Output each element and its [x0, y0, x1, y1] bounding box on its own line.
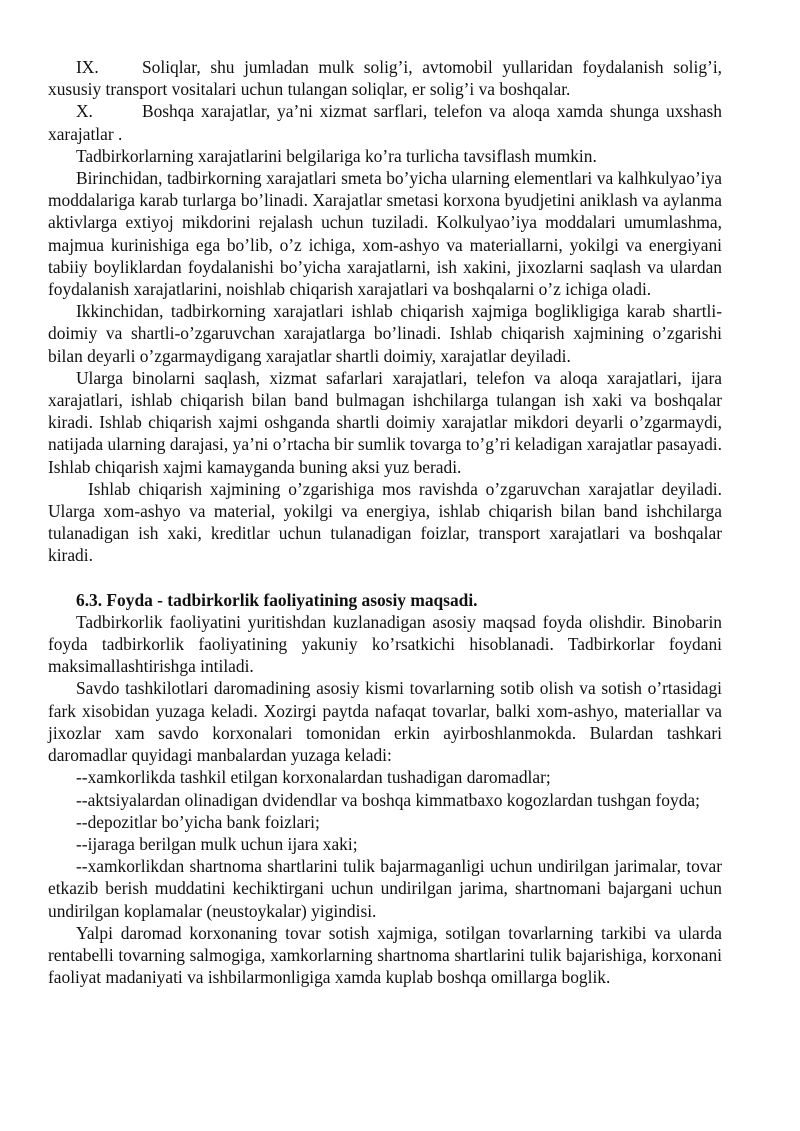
body-paragraph: Ishlab chiqarish xajmining o’zgarishiga mos ravishda o’zgaruvchan xarajatlar deyiladi. Ularga xom-ashyo va material, yokilgi va energiya, ishlab chiqarish bilan band ishchilarga tulanadigan ish xaki, kreditlar uchun tulanadigan foizlar, transport xarajatlari va boshqalar kiradi. — [48, 478, 722, 566]
list-item-text: Boshqa xarajatlar, ya’ni xizmat sarflari, telefon va aloqa xamda shunga uxshash xarajatlar . — [48, 101, 722, 144]
list-item: --depozitlar bo’yicha bank foizlari; — [76, 811, 320, 832]
section-heading: 6.3. Foyda - tadbirkorlik faoliyatining asosiy maqsadi. — [76, 589, 478, 610]
body-paragraph: Tadbirkorlarning xarajatlarini belgilariga ko’ra turlicha tavsiflash mumkin. — [76, 145, 597, 166]
list-item: --xamkorlikda tashkil etilgan korxonalardan tushadigan daromadlar; — [76, 767, 551, 788]
list-item-text: Soliqlar, shu jumladan mulk solig’i, avtomobil yullaridan foydalanish solig’i, xususiy transport vositalari uchun tulangan soliqlar, er solig’i va boshqalar. — [48, 57, 722, 100]
body-paragraph: Yalpi daromad korxonaning tovar sotish xajmiga, sotilgan tovarlarning tarkibi va ularda rentabelli tovarning salmogiga, xamkorlarning shartnoma shartlarini tulik bajarishiga, korxonani faoliyat madaniyati va ishbilarmonligiga xamda kuplab boshqa omillarga boglik. — [48, 922, 722, 988]
list-item: --aktsiyalardan olinadigan dvidendlar va boshqa kimmatbaxo kogozlardan tushgan foyda; — [76, 789, 700, 810]
body-paragraph: Ikkinchidan, tadbirkorning xarajatlari ishlab chiqarish xajmiga boglikligiga karab shartli-doimiy va shartli-o’zgaruvchan xarajatlarga bo’linadi. Ishlab chiqarish xajmining o’zgarishi bilan deyarli o’zgarmaydigang xarajatlar shartli doimiy, xarajatlar deyiladi. — [48, 301, 722, 366]
body-paragraph: Savdo tashkilotlari daromadining asosiy kismi tovarlarning sotib olish va sotish o’rtasidagi fark xisobidan yuzaga keladi. Xozirgi paytda nafaqat tovarlar, balki xom-ashyo, materiallar va jixozlar xam savdo korxonalari tomonidan erkin ayirboshlanmokda. Bulardan tashkari daromadlar quyidagi manbalardan yuzaga keladi: — [48, 678, 722, 766]
list-number: X. — [76, 101, 93, 122]
body-paragraph: Tadbirkorlik faoliyatini yuritishdan kuzlanadigan asosiy maqsad foyda olishdir. Binobarin foyda tadbirkorlik faoliyatining yakuniy ko’rsatkichi hisoblanadi. Tadbirkorlar foydani maksimallashtirishga intiladi. — [48, 611, 722, 677]
body-paragraph: Ularga binolarni saqlash, xizmat safarlari xarajatlari, telefon va aloqa xarajatlari, ijara xarajatlari, ishlab chiqarish bilan band bulmagan ishchilarga tulangan ish xaki va boshqalar kiradi. Ishlab chiqarish xajmi oshganda shartli doimiy xarajatlar mikdori deyarli o’zgarmaydi, natijada ularning darajasi, ya’ni o’rtacha bir sumlik tovarga to’g’ri keladigan xarajatlar pasayadi. Ishlab chiqarish xajmi kamayganda buning aksi yuz beradi. — [48, 367, 722, 477]
list-item: --xamkorlikdan shartnoma shartlarini tulik bajarmaganligi uchun undirilgan jarimalar, tovar etkazib berish muddatini kechiktirgani uchun undirilgan jarima, shartnomani bajargani uchun undirilgan koplamalar (neustoykalar) yigindisi. — [48, 856, 722, 921]
list-item: --ijaraga berilgan mulk uchun ijara xaki; — [76, 833, 358, 854]
body-paragraph: Birinchidan, tadbirkorning xarajatlari smeta bo’yicha ularning elementlari va kalhkulyao’iya moddalariga karab turlarga bo’linadi. Xarajatlar smetasi korxona byudjetini aniklash va aylanma aktivlarga extiyoj mikdorini rejalash uchun tuziladi. Kolkulyao’iya moddalari umumlashma, majmua kurinishiga ega bo’lib, o’z ichiga, xom-ashyo va materiallarni, yokilgi va energiyani tabiiy boyliklardan foydalanishi bo’yicha xarajatlarni, ish xakini, jixozlarni saqlash va ulardan foydalanish xarajatlarini, noishlab chiqarish xarajatlari va boshqalarni o’z ichiga oladi. — [48, 168, 722, 300]
list-item-x — [48, 100, 722, 144]
list-item-ix — [48, 56, 722, 100]
page-content — [48, 56, 722, 988]
list-number: IX. — [76, 57, 99, 77]
